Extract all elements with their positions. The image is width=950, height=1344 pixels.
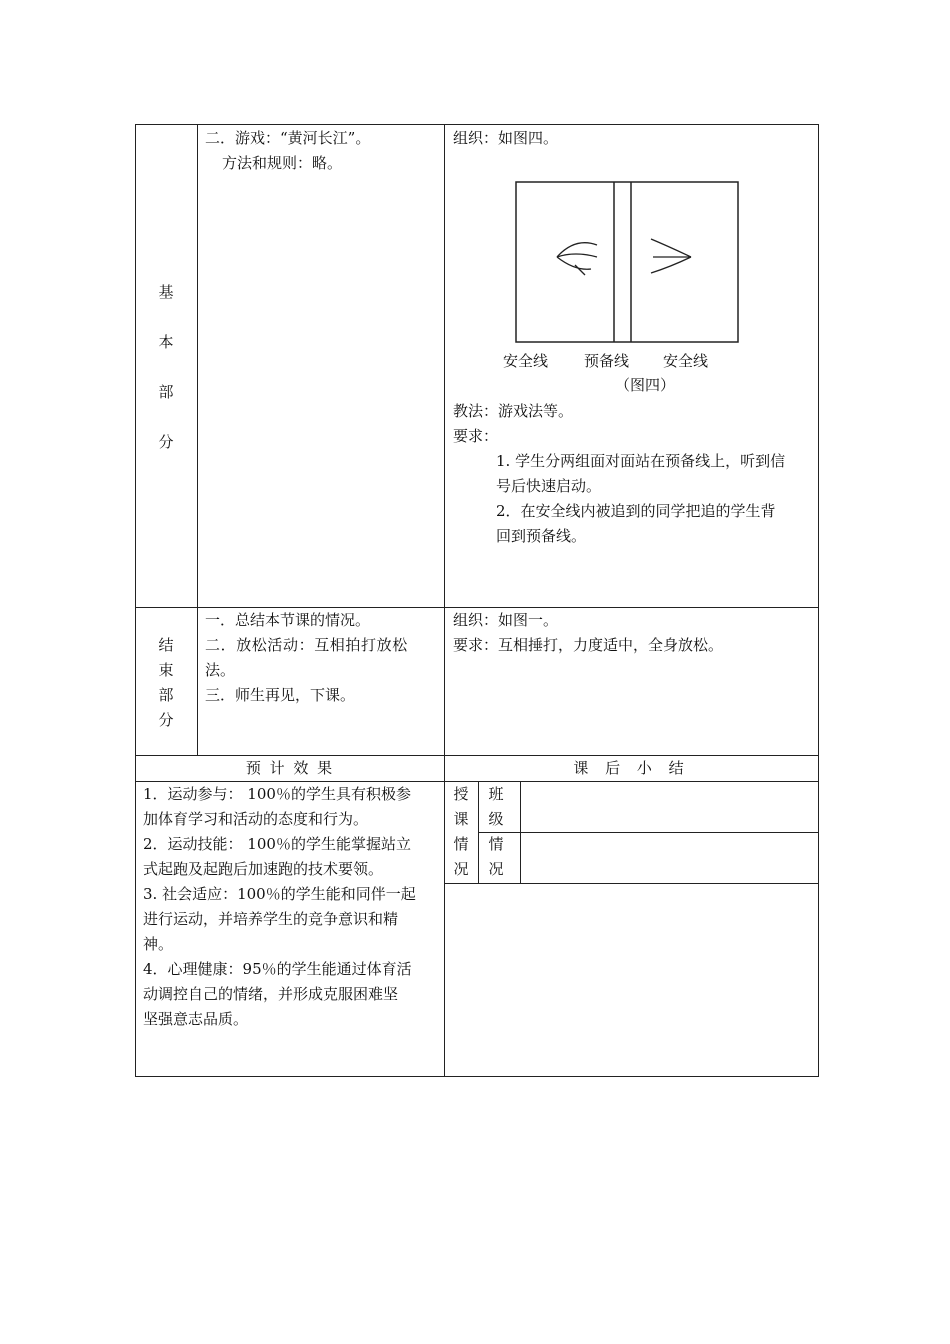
diagram-label-ready: 预备线 bbox=[584, 352, 630, 370]
table-border-bottom bbox=[135, 1076, 819, 1077]
label-char: 情 bbox=[488, 835, 504, 853]
expected-effect-line: 加体育学习和活动的态度和行为。 bbox=[143, 810, 369, 828]
label-column-divider bbox=[197, 124, 198, 756]
requirement-2-cont: 回到预备线。 bbox=[496, 527, 587, 545]
game-field-diagram bbox=[505, 175, 750, 350]
end-content-line: 一．总结本节课的情况。 bbox=[205, 611, 371, 629]
requirement-1: 1. 学生分两组面对面站在预备线上，听到信 bbox=[496, 452, 786, 470]
diagram-caption: （图四） bbox=[615, 376, 676, 394]
expected-effect-header: 预 计 效 果 bbox=[245, 759, 335, 777]
expected-effect-line: 4．心理健康：95％的学生能通过体育活 bbox=[143, 960, 412, 978]
section-label-char: 部 bbox=[158, 383, 174, 401]
requirement-2: 2．在安全线内被追到的同学把追的学生背 bbox=[496, 502, 776, 520]
end-requirement: 要求：互相捶打，力度适中，全身放松。 bbox=[453, 636, 724, 654]
section-label-char: 分 bbox=[158, 433, 174, 451]
table-border-left bbox=[135, 124, 136, 1077]
section-label-char: 部 bbox=[158, 686, 174, 704]
expected-effect-line: 式起跑及起跑后加速跑的技术要领。 bbox=[143, 860, 384, 878]
section-label-char: 分 bbox=[158, 711, 174, 729]
teaching-method: 教法：游戏法等。 bbox=[453, 402, 574, 420]
label-char: 级 bbox=[488, 810, 504, 828]
end-content-line: 三．师生再见，下课。 bbox=[205, 686, 356, 704]
expected-effect-line: 1．运动参与： 100％的学生具有积极参 bbox=[143, 785, 411, 803]
diagram-label-safety-right: 安全线 bbox=[663, 352, 709, 370]
label-char: 课 bbox=[453, 810, 469, 828]
end-content-line: 法。 bbox=[205, 661, 236, 679]
diagram-label-safety-left: 安全线 bbox=[503, 352, 549, 370]
requirements-title: 要求： bbox=[453, 427, 499, 445]
end-content-line: 二．放松活动：互相拍打放松 bbox=[205, 636, 408, 654]
expected-effect-line: 坚强意志品质。 bbox=[143, 1010, 249, 1028]
game-rules: 方法和规则：略。 bbox=[222, 154, 343, 172]
after-class-bottom-divider bbox=[444, 883, 818, 884]
expected-effect-line: 进行运动，并培养学生的竞争意识和精 bbox=[143, 910, 399, 928]
label-char: 班 bbox=[488, 785, 504, 803]
game-title: 二．游戏：“黄河长江”。 bbox=[205, 129, 371, 147]
middle-column-divider bbox=[444, 124, 445, 1077]
section-label-char: 束 bbox=[158, 661, 174, 679]
after-class-row-divider bbox=[478, 832, 818, 833]
expected-effect-line: 动调控自己的情绪，并形成克服困难坚 bbox=[143, 985, 399, 1003]
label-char: 情 bbox=[453, 835, 469, 853]
section-label-char: 结 bbox=[158, 636, 174, 654]
requirement-1-cont: 号后快速启动。 bbox=[496, 477, 602, 495]
table-border-right bbox=[818, 124, 819, 1077]
after-class-header: 课 后 小 结 bbox=[573, 759, 690, 777]
section-label-char: 本 bbox=[158, 333, 174, 351]
expected-effect-line: 2．运动技能： 100％的学生能掌握站立 bbox=[143, 835, 411, 853]
expected-effect-line: 3. 社会适应：100％的学生能和同伴一起 bbox=[143, 885, 416, 903]
end-organization: 组织：如图一。 bbox=[453, 611, 559, 629]
expected-effect-line: 神。 bbox=[143, 935, 174, 953]
section-label-char: 基 bbox=[158, 283, 174, 301]
label-char: 况 bbox=[453, 860, 469, 878]
label-char: 授 bbox=[453, 785, 469, 803]
organization-text: 组织：如图四。 bbox=[453, 129, 559, 147]
label-char: 况 bbox=[488, 860, 504, 878]
table-border-top bbox=[135, 124, 819, 125]
